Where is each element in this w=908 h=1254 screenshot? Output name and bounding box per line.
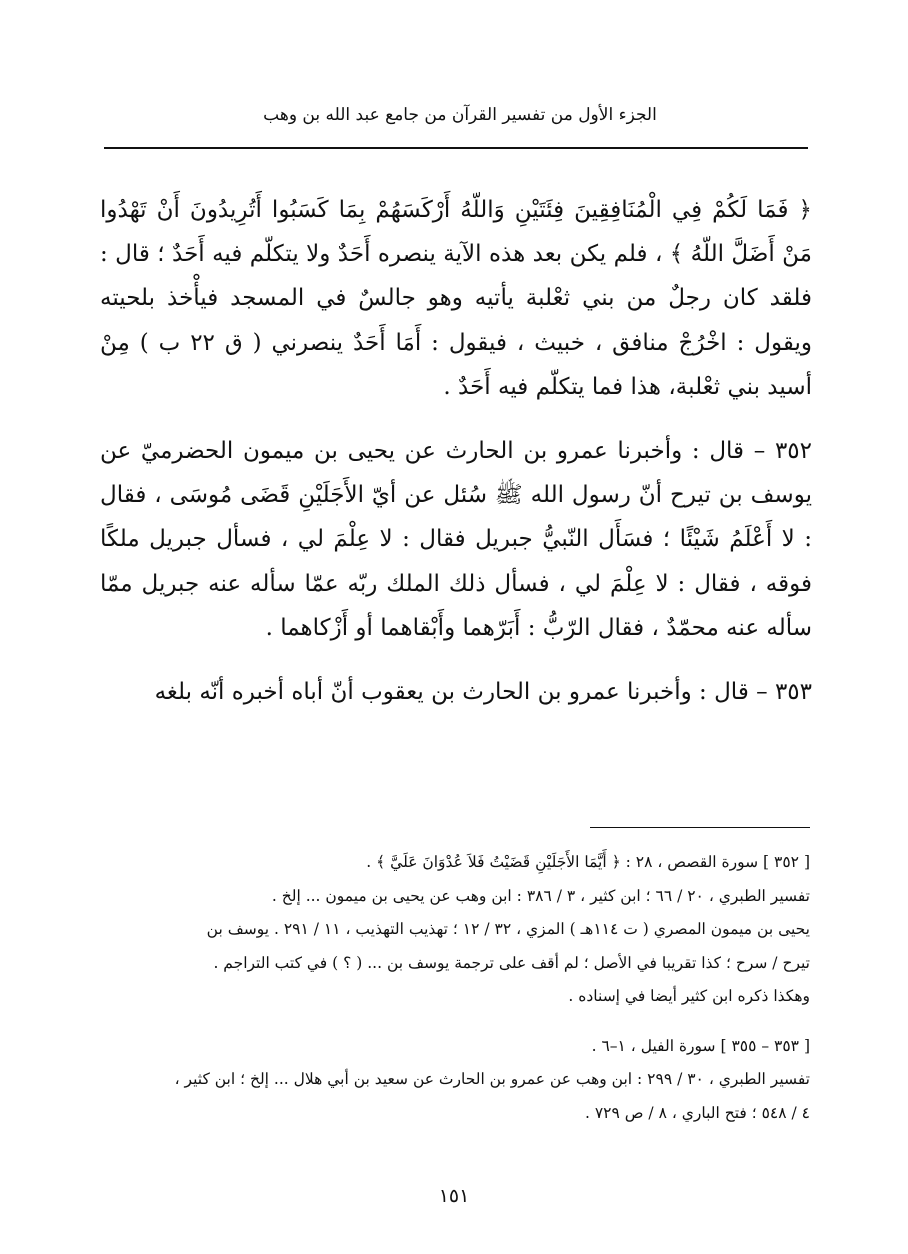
paragraph-353: ٣٥٣ – قال : وأخبرنا عمرو بن الحارث بن يعقوب أنّ أباه أخبره أنّه بلغه <box>154 679 812 706</box>
main-text <box>100 188 812 714</box>
footnote-line: [ ٣٥٢ ] سورة القصص ، ٢٨ : ﴿ أَيَّمَا الأَجَلَيْنِ قَضَيْتُ فَلاَ عُدْوَانَ عَلَيَّ ﴾ . <box>366 853 810 871</box>
footnote-line: تفسير الطبري ، ٢٠ / ٦٦ ؛ ابن كثير ، ٣ / ٣٨٦ : ابن وهب عن يحيى بن ميمون ... إلخ . <box>271 886 810 905</box>
footnote-line: تيرح / سرح ؛ كذا تقريبا في الأصل ؛ لم أقف على ترجمة يوسف بن ... ( ؟ ) في كتب التراجم . <box>213 953 810 972</box>
footnote-line: يحيى بن ميمون المصري ( ت ١١٤هـ ) المزي ، ٣٢ / ١٢ ؛ تهذيب التهذيب ، ١١ / ٢٩١ . يوسف بن <box>206 920 810 938</box>
footnote-line: تفسير الطبري ، ٣٠ / ٢٩٩ : ابن وهب عن عمرو بن الحارث عن سعيد بن أبي هلال ... إلخ ؛ ابن كثير ، <box>174 1070 810 1088</box>
header-rule <box>104 147 808 149</box>
footnotes <box>96 846 810 1130</box>
footnote-line: ٤ / ٥٤٨ ؛ فتح الباري ، ٨ / ص ٧٢٩ . <box>584 1103 810 1122</box>
footnote-353-355 <box>96 1030 810 1131</box>
running-header: الجزء الأول من تفسير القرآن من جامع عبد الله بن وهب <box>263 105 657 125</box>
footnote-line: وهكذا ذكره ابن كثير أيضا في إسناده . <box>568 987 810 1005</box>
footnote-separator <box>590 827 810 828</box>
footnote-352 <box>96 846 810 1014</box>
footnote-line: [ ٣٥٣ – ٣٥٥ ] سورة الفيل ، ١–٦ . <box>591 1036 810 1055</box>
page-number: ١٥١ <box>438 1185 470 1207</box>
paragraph-verse-commentary: ﴿ فَمَا لَكُمْ فِي الْمُنَافِقِينَ فِئَتَيْنِ وَاللّهُ أَرْكَسَهُمْ بِمَا كَسَبُوا أَتُرِيدُونَ أَنْ تَهْدُوا مَنْ أَضَلَّ اللّهُ ﴾ ، فلم يكن بعد هذه الآية ينصره أَحَدٌ ولا يتكلّم فيه أَحَدٌ ؛ قال : فلقد كان رجلٌ من بني ثعْلبة يأتيه وهو جالسٌ في المسجد فيأْخذ بلحيته ويقول : اخْرُجْ منافق ، خبيث ، فيقول : أَمَا أَحَدٌ ينصرني ( ق ٢٢ ب ) مِنْ أسيد بني ثعْلبة، هذا فما يتكلّم فيه أَحَدٌ . <box>100 197 812 400</box>
paragraph-352: ٣٥٢ – قال : وأخبرنا عمرو بن الحارث عن يحيى بن ميمون الحضرميّ عن يوسف بن تيرح أنّ رسول الله ﷺ سُئل عن أيّ الأَجَلَيْنِ قَضَى مُوسَى ، فقال : لا أَعْلَمُ شَيْئًا ؛ فسَأَل النّبيُّ جبريل فقال : لا عِلْمَ لي ، فسأل جبريل ملكًا فوقه ، فقال : لا عِلْمَ لي ، فسأل ذلك الملك ربّه عمّا سأله عنه جبريل ممّا سأله عنه محمّدٌ ، فقال الرّبُّ : أَبَرّهما وأَبْقاهما أو أَزْكاهما . <box>100 438 812 641</box>
